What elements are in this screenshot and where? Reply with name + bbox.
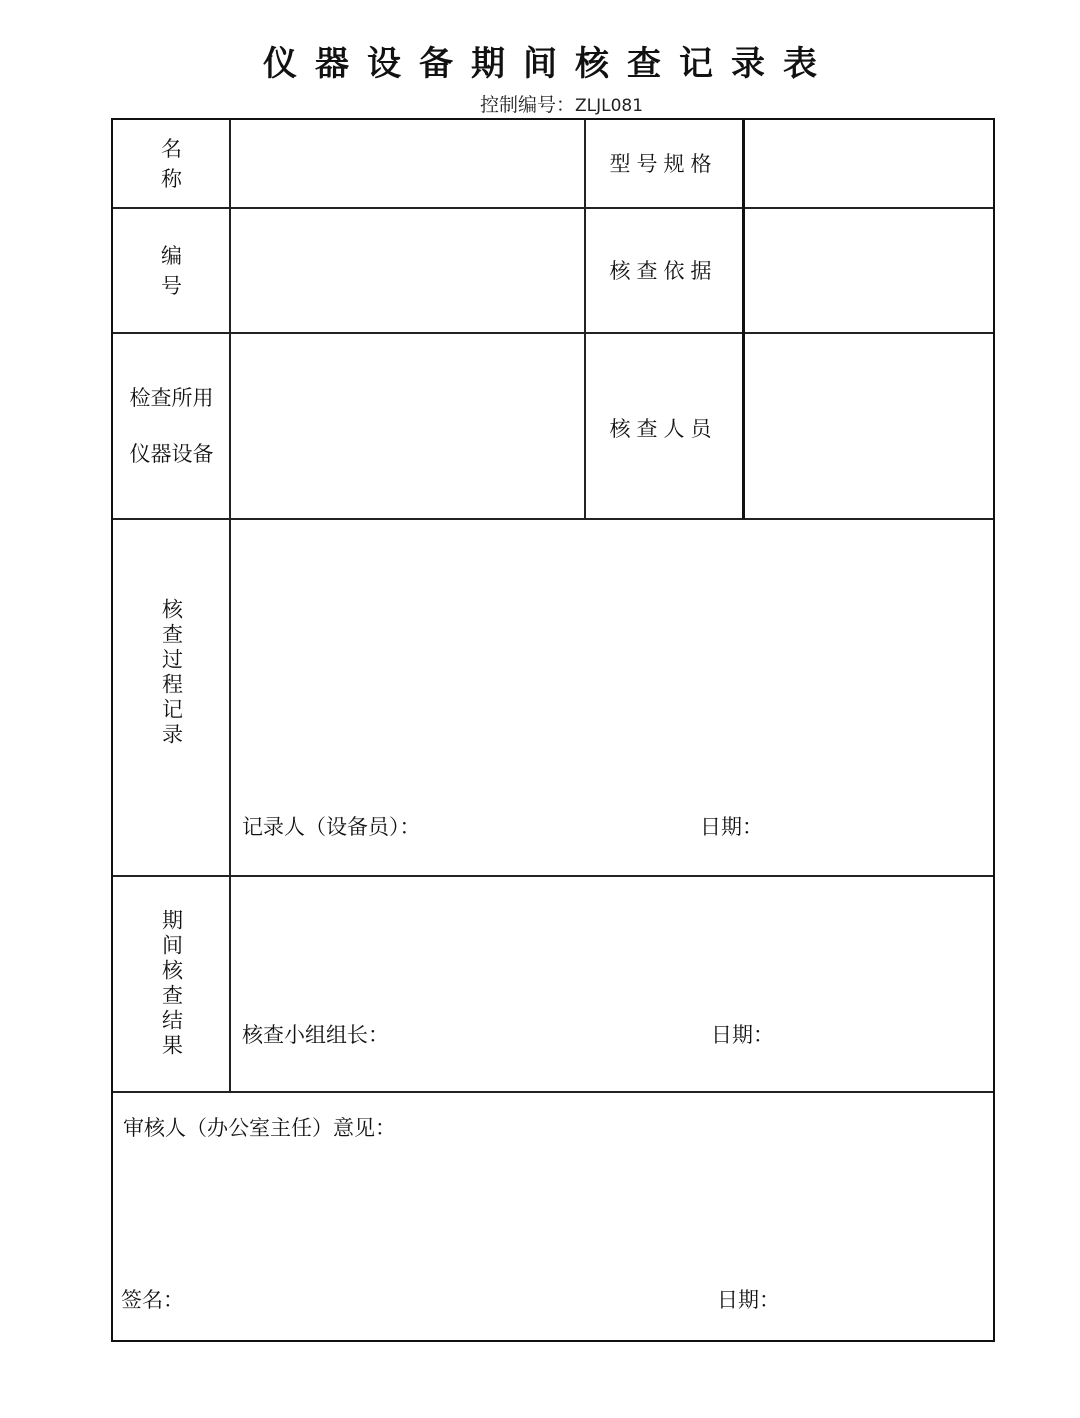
name-label: 名称 [161,137,210,191]
basis-field[interactable] [745,209,993,331]
instrument-label-line2: 仪器设备 [129,442,214,466]
number-label: 编号 [161,243,210,298]
result-label: 期间核查结果 [159,909,184,1059]
process-label: 核查过程记录 [159,597,184,748]
result-label-cell [113,877,230,1091]
control-number [480,92,643,119]
result-field[interactable] [231,877,993,1007]
leader-label: 核查小组组长： [242,1023,389,1047]
signature-date-label: 日期： [717,1288,780,1312]
personnel-label: 核查人员 [609,417,718,441]
leader-date-label: 日期： [711,1023,774,1047]
instrument-label [113,334,230,518]
recorder-date-label: 日期： [700,815,763,839]
record-form-table [111,118,995,1342]
name-field[interactable] [231,120,583,206]
process-label-cell [113,520,230,875]
recorder-label: 记录人（设备员）： [242,815,421,839]
model-spec-field[interactable] [745,120,993,206]
control-number-label: 控制编号： [480,94,576,116]
control-number-code: ZLJL081 [575,96,644,116]
process-record-field[interactable] [231,520,993,790]
row-divider [113,1091,993,1093]
instrument-field[interactable] [231,334,583,517]
number-field[interactable] [231,209,583,331]
instrument-label-line1: 检查所用 [129,386,214,410]
reviewer-opinion-field[interactable] [121,1150,985,1270]
model-spec-label: 型号规格 [609,152,718,176]
reviewer-label: 审核人（办公室主任）意见： [123,1116,396,1140]
basis-label: 核查依据 [609,258,718,283]
personnel-field[interactable] [745,334,993,517]
page-title: 仪器设备期间核查记录表 [263,44,835,84]
signature-label: 签名： [121,1288,184,1312]
